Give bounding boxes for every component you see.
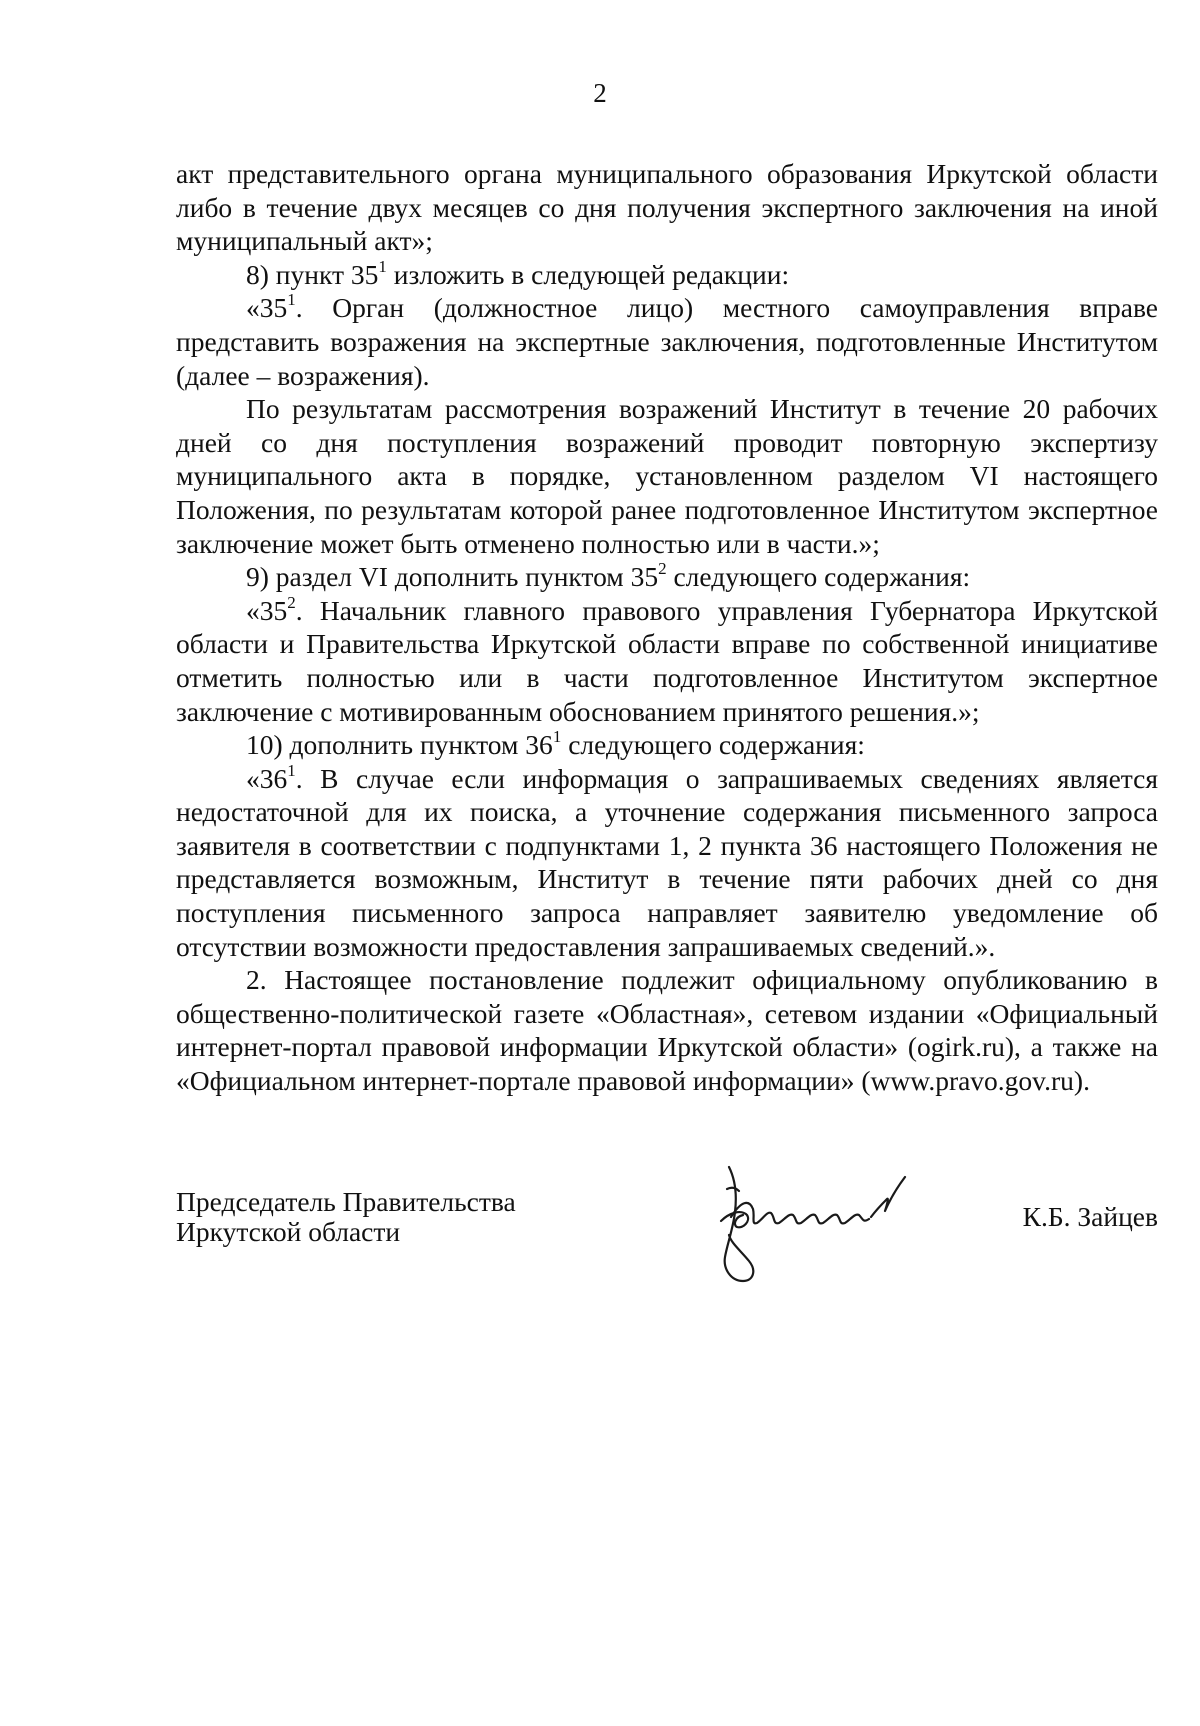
clause-36-1-superscript: 1: [287, 760, 296, 780]
paragraph-item-8: [176, 258, 1158, 292]
paragraph-item-9: [176, 560, 1158, 594]
clause-35-2-superscript: 2: [287, 592, 296, 612]
page-number: 2: [593, 78, 607, 108]
document-body: [176, 157, 1158, 1098]
paragraph-continuation: акт представительного органа муниципального образования Иркутской области либо в течение двух месяцев со дня получения экспертного заключения на иной муниципальный акт»;: [176, 158, 1158, 257]
item-10-superscript: 1: [552, 726, 562, 746]
paragraph-clause-35-2: [176, 594, 1158, 728]
item-9-text-a: 9) раздел VI дополнить пунктом 35: [246, 561, 659, 593]
handwritten-signature: [691, 1157, 921, 1287]
signature-block: [176, 1187, 1158, 1307]
signatory-position-line-2: Иркутской области: [176, 1216, 401, 1247]
signatory-name: К.Б. Зайцев: [1022, 1201, 1158, 1232]
clause-35-1-text-b: . Орган (должностное лицо) местного самоуправления вправе представить возражения на экспертные заключения, подготовленные Институтом (далее – возражения).: [176, 292, 1158, 391]
clause-35-2-text-b: . Начальник главного правового управления Губернатора Иркутской области и Правительства Иркутской области вправе по собственной инициативе отметить полностью или в части подготовленное Институтом экспертное заключение с мотивированным обоснованием принятого решения.»;: [176, 594, 1158, 727]
item-8-text-a: 8) пункт 35: [246, 258, 379, 290]
signatory-position-line-1: Председатель Правительства: [176, 1186, 516, 1217]
signature-strokes: [721, 1167, 905, 1281]
item-10-text-a: 10) дополнить пунктом 36: [246, 729, 553, 761]
paragraph-clause-36-1: [176, 762, 1158, 964]
clause-36-1-text-b: . В случае если информация о запрашиваемых сведениях является недостаточной для их поиска, а уточнение содержания письменного запроса заявителя в соответствии с подпунктами 1, 2 пункта 36 настоящего Положения не представляется возможным, Институт в течение пяти рабочих дней со дня поступления письменного запроса направляет заявителю уведомление об отсутствии возможности предоставления запрашиваемых сведений.».: [176, 762, 1158, 962]
paragraph-clause-35-1: [176, 291, 1158, 392]
item-9-text-b: следующего содержания:: [666, 561, 971, 593]
clause-35-1-text-a: «35: [246, 292, 288, 324]
paragraph-publication: 2. Настоящее постановление подлежит официальному опубликованию в общественно-политической газете «Областная», сетевом издании «Официальный интернет-портал правовой информации Иркутской области» (ogirk.ru), а также на «Официальном интернет-портале правовой информации» (www.pravo.gov.ru).: [176, 964, 1158, 1097]
item-10-text-b: следующего содержания:: [561, 729, 865, 761]
paragraph-review-results: По результатам рассмотрения возражений Институт в течение 20 рабочих дней со дня поступления возражений проводит повторную экспертизу муниципального акта в порядке, установленном разделом VI настоящего Положения, по результатам которой ранее подготовленное Институтом экспертное заключение может быть отменено полностью или в части.»;: [176, 393, 1158, 559]
item-8-text-b: изложить в следующей редакции:: [386, 258, 790, 290]
item-9-superscript: 2: [658, 558, 667, 578]
signatory-position: [176, 1187, 596, 1247]
paragraph-item-10: [176, 728, 1158, 762]
item-8-superscript: 1: [378, 256, 387, 276]
clause-36-1-text-a: «36: [246, 762, 288, 794]
clause-35-2-text-a: «35: [246, 594, 288, 626]
clause-35-1-superscript: 1: [287, 290, 296, 310]
